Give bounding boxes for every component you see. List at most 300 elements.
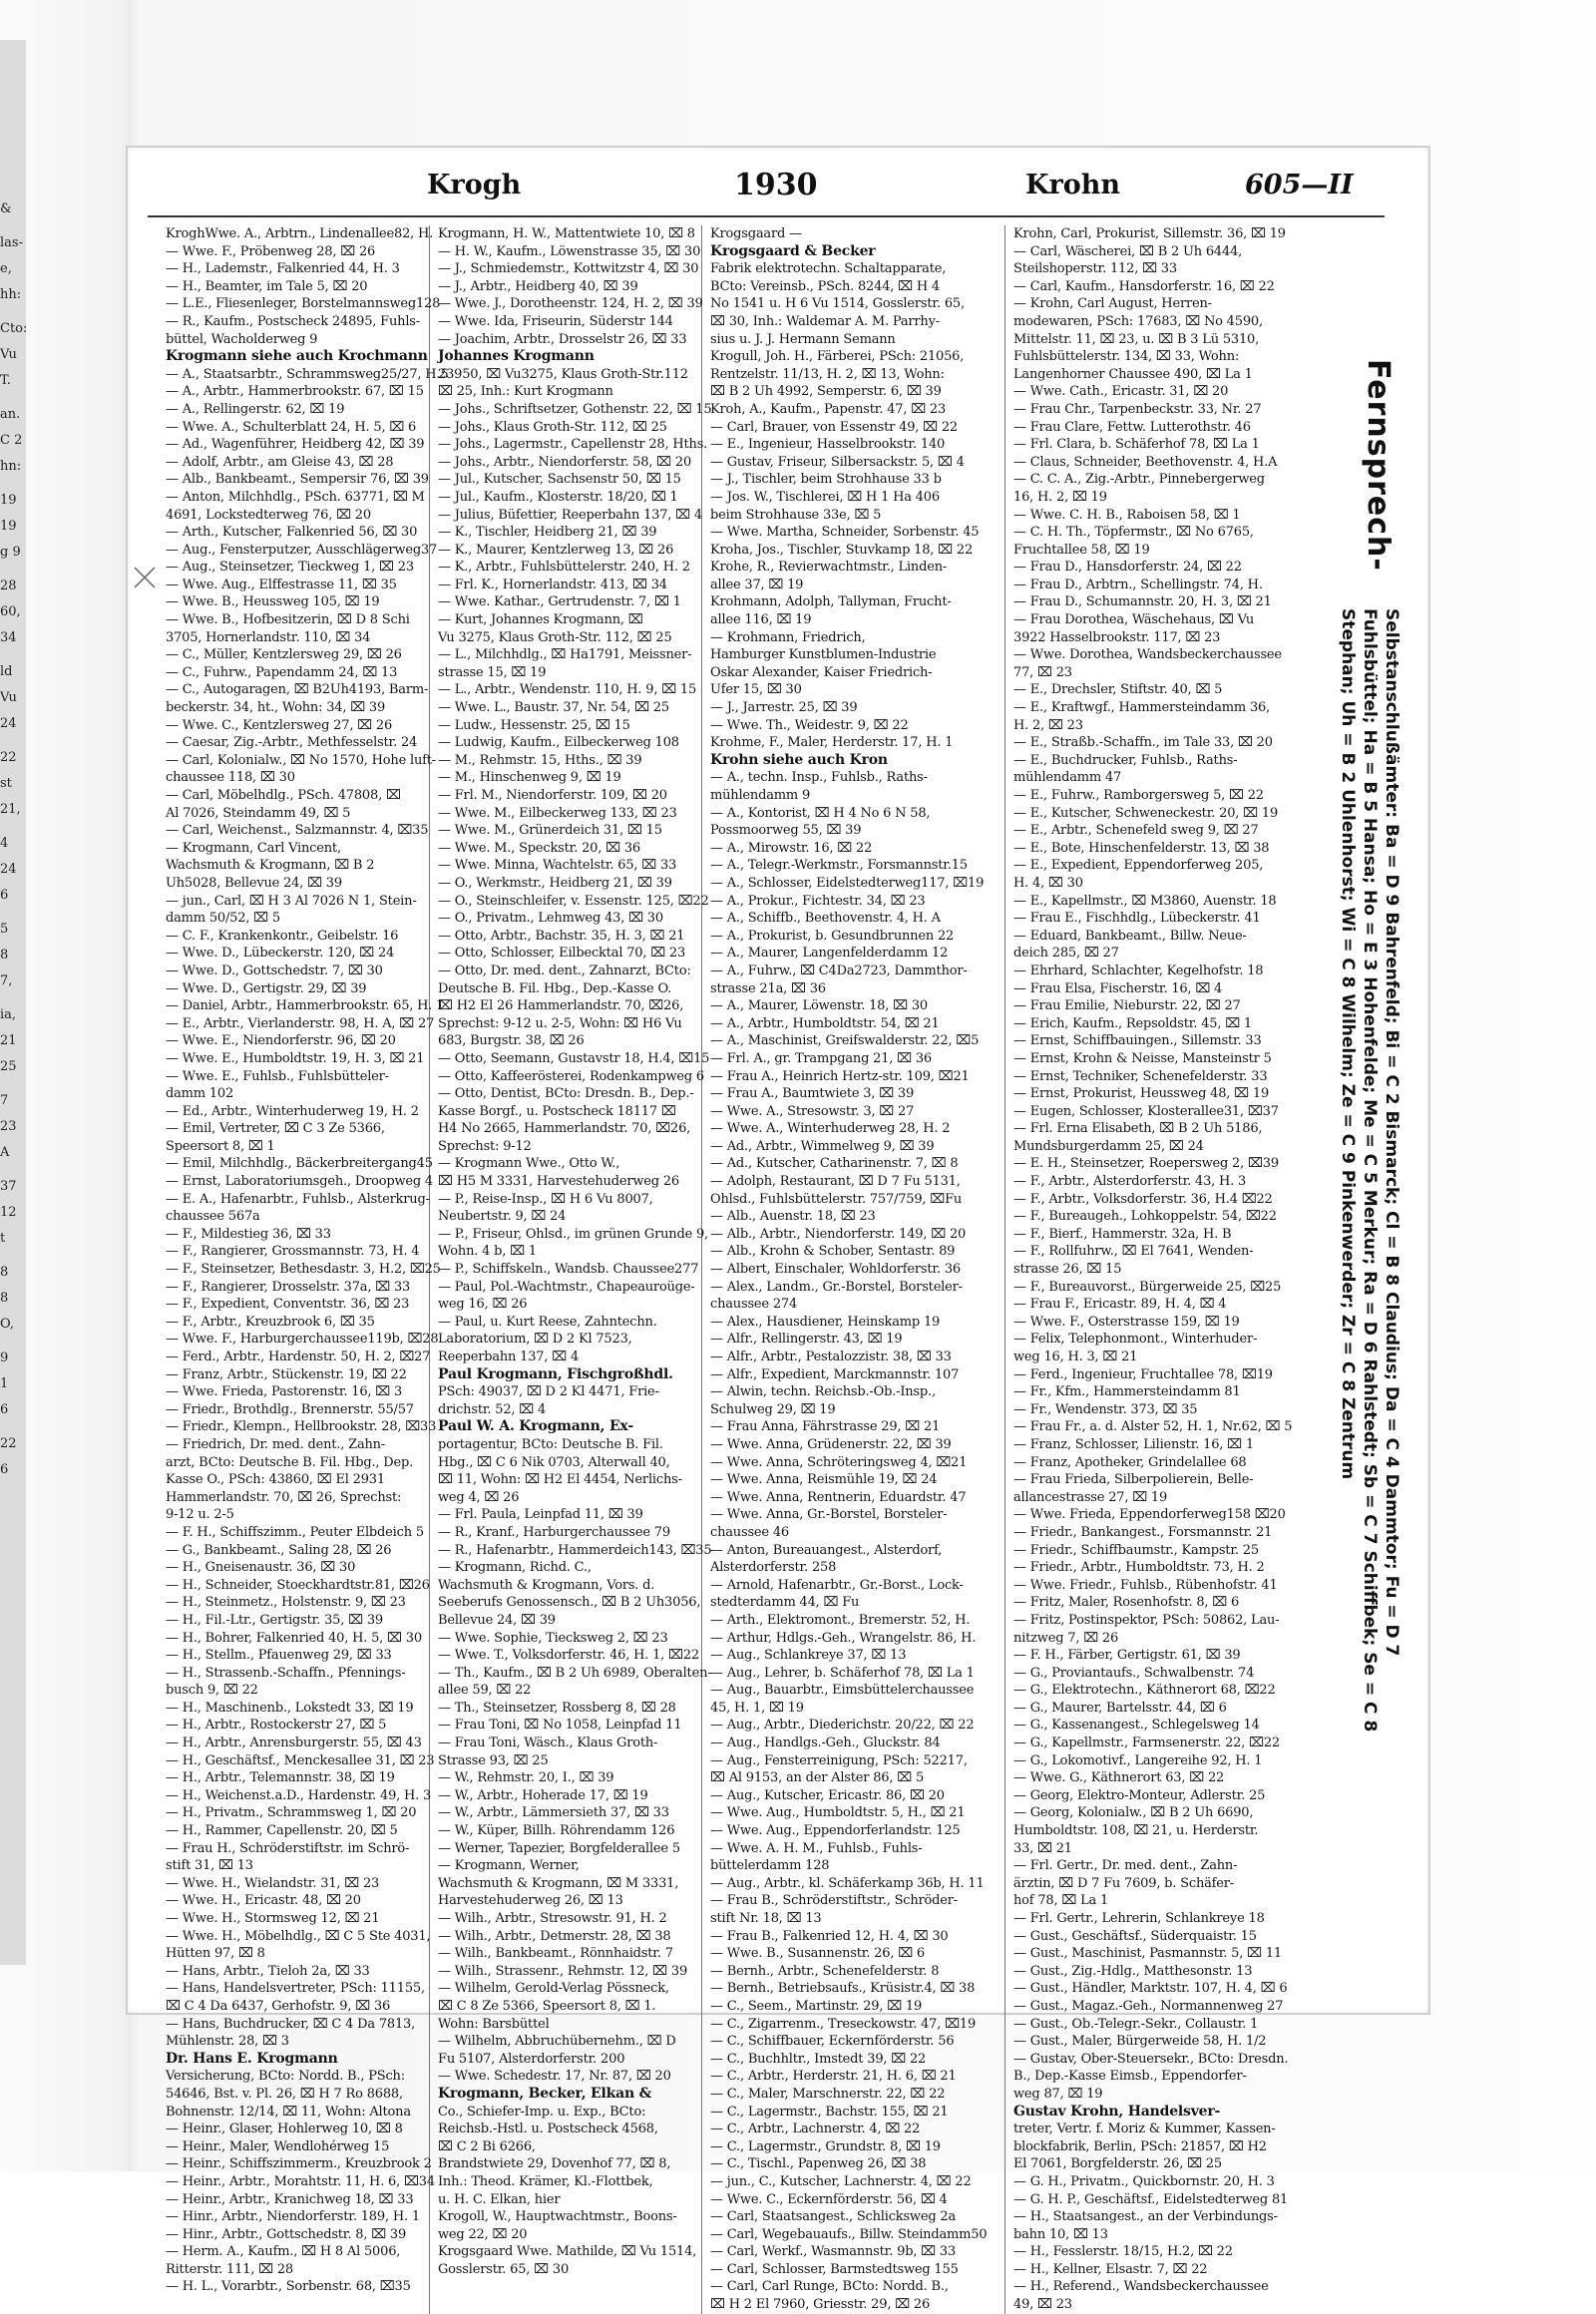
directory-entry: — Alfr., Arbtr., Pestalozzistr. 38, ⌧ 33 — [710, 1350, 952, 1364]
directory-entry: — E., Ingenieur, Hasselbrookstr. 140 — [710, 437, 946, 453]
directory-entry: Versicherung, BCto: Nordd. B., PSch: — [166, 2069, 405, 2085]
directory-entry: — A., Kontorist, ⌧ H 4 No 6 N 58, — [710, 805, 931, 821]
directory-entry: — H., Strassenb.-Schaffn., Pfennings- — [166, 1665, 406, 1681]
directory-entry: — Frau D., Schumannstr. 20, H. 3, ⌧ 21 — [1013, 594, 1272, 610]
directory-entry: — Frl. Clara, b. Schäferhof 78, ⌧ La 1 — [1013, 437, 1260, 453]
directory-entry: Wohn: Barsbüttel — [438, 2016, 550, 2032]
directory-entry: — Franz, Arbtr., Stückenstr. 19, ⌧ 22 — [166, 1366, 407, 1382]
directory-entry: — Frau Anna, Fährstrasse 29, ⌧ 21 — [710, 1419, 941, 1435]
directory-entry: — M., Hinschenweg 9, ⌧ 19 — [438, 770, 621, 786]
directory-entry: — A., Maurer, Löwenstr. 18, ⌧ 30 — [710, 998, 928, 1014]
directory-entry: — Wwe. Anna, Gr.-Borstel, Borsteler- — [710, 1507, 948, 1523]
directory-entry: — F., Steinsetzer, Bethesdastr. 3, H.2, ⌧25 — [166, 1262, 441, 1278]
directory-entry: — Bernh., Arbtr., Schenefelderstr. 8 — [710, 1963, 940, 1979]
directory-entry: — Hans, Arbtr., Tieloh 2a, ⌧ 33 — [166, 1963, 370, 1979]
directory-entry: blockfabrik, Berlin, PSch: 21857, ⌧ H2 — [1013, 2138, 1267, 2154]
directory-entry: Seeberufs Genossensch., ⌧ B 2 Uh3056, — [438, 1595, 701, 1611]
directory-entry: H. 2, ⌧ 23 — [1013, 717, 1083, 733]
directory-entry: — Eugen, Schlosser, Klosterallee31, ⌧37 — [1013, 1103, 1279, 1119]
directory-entry: — Alex., Hausdiener, Heinskamp 19 — [710, 1314, 941, 1330]
directory-entry: — Johs., Schriftsetzer, Gothenstr. 22, ⌧ 15 — [438, 401, 712, 417]
directory-entry: — A., Rellingerstr. 62, ⌧ 19 — [166, 401, 345, 417]
directory-entry: 33, ⌧ 21 — [1013, 1840, 1072, 1856]
directory-entry: — Aug., Arbtr., kl. Schäferkamp 36b, H. 11 — [710, 1875, 985, 1891]
directory-entry: — Ernst, Schiffbauingen., Sillemstr. 33 — [1013, 1033, 1262, 1049]
directory-entry: Steilshoperstr. 112, ⌧ 33 — [1013, 261, 1177, 277]
directory-entry: — Frau F., Ericastr. 89, H. 4, ⌧ 4 — [1013, 1297, 1227, 1313]
directory-entry: — G. H., Privatm., Quickbornstr. 20, H. 3 — [1013, 2173, 1275, 2189]
directory-entry: Fu 5107, Alsterdorferstr. 200 — [438, 2051, 625, 2067]
directory-entry: — Wwe. D., Gottschedstr. 7, ⌧ 30 — [166, 963, 383, 978]
directory-column-1 — [166, 225, 449, 2314]
adjacent-page-fragment: 24 — [0, 862, 17, 877]
directory-entry: — Wwe. C., Eckernförderstr. 56, ⌧ 4 — [710, 2191, 948, 2207]
directory-entry: — Wwe. H., Ericastr. 48, ⌧ 20 — [166, 1893, 361, 1909]
directory-entry: 54646, Bst. v. Pl. 26, ⌧ H 7 Ro 8688, — [166, 2086, 403, 2102]
directory-entry: — Carl, Kolonialw., ⌧ No 1570, Hohe luft- — [166, 752, 436, 768]
directory-entry: — H., Gneisenaustr. 36, ⌧ 30 — [166, 1560, 356, 1576]
directory-entry: — C., Arbtr., Lachnerstr. 4, ⌧ 22 — [710, 2121, 921, 2137]
directory-entry: — Aug., Arbtr., Diederichstr. 20/22, ⌧ 22 — [710, 1718, 975, 1734]
directory-entry: — Otto, Dr. med. dent., Zahnarzt, BCto: — [438, 963, 691, 978]
directory-entry: Alsterdorferstr. 258 — [710, 1560, 837, 1576]
directory-entry: — Wilh., Strassenr., Rehmstr. 12, ⌧ 39 — [438, 1963, 688, 1979]
directory-column-4 — [1013, 225, 1309, 2314]
directory-entry: — Wwe. Friedr., Fuhlsb., Rübenhofstr. 41 — [1013, 1577, 1278, 1593]
directory-entry: — Julius, Büfettier, Reeperbahn 137, ⌧ 4 — [438, 507, 702, 523]
directory-entry: — Adolf, Arbtr., am Gleise 43, ⌧ 28 — [166, 454, 394, 470]
directory-entry: damm 102 — [166, 1086, 234, 1102]
directory-entry: — Fritz, Maler, Rosenhofstr. 8, ⌧ 6 — [1013, 1595, 1240, 1611]
directory-entry: — Wilhelm, Gerold-Verlag Pössneck, — [438, 1981, 669, 1997]
directory-entry: beim Strohhause 33e, ⌧ 5 — [710, 507, 882, 523]
directory-entry: — P., Friseur, Ohlsd., im grünen Grunde 9, — [438, 1226, 708, 1242]
directory-entry: — G., Kapellmstr., Farmsenerstr. 22, ⌧22 — [1013, 1736, 1280, 1751]
directory-entry: Strasse 93, ⌧ 25 — [438, 1752, 549, 1768]
directory-entry: — Krohn, Carl August, Herren- — [1013, 296, 1212, 312]
directory-entry: Deutsche B. Fil. Hbg., Dep.-Kasse O. — [438, 980, 672, 996]
directory-entry: — Aug., Bauarbtr., Eimsbüttelerchaussee — [710, 1683, 975, 1699]
directory-entry: — G., Lokomotivf., Langereihe 92, H. 1 — [1013, 1752, 1263, 1768]
directory-entry: — A., Schlosser, Eidelstedterweg117, ⌧19 — [710, 875, 985, 891]
directory-entry: — Aug., Schlankreye 37, ⌧ 13 — [710, 1648, 907, 1664]
directory-entry: mühlendamm 47 — [1013, 770, 1122, 786]
directory-entry: 3922 Hasselbrookstr. 117, ⌧ 23 — [1013, 629, 1221, 645]
adjacent-page-fragment: 9 — [0, 1350, 9, 1365]
directory-entry: Oskar Alexander, Kaiser Friedrich- — [710, 664, 933, 680]
adjacent-page-fragment: Vu — [0, 690, 17, 705]
directory-entry: Krogsgaard — — [710, 226, 802, 241]
directory-entry: beckerstr. 34, ht., Wohn: 34, ⌧ 39 — [166, 700, 386, 716]
directory-entry: — Th., Steinsetzer, Rossberg 8, ⌧ 28 — [438, 1700, 676, 1716]
directory-entry: Reeperbahn 137, ⌧ 4 — [438, 1350, 580, 1364]
directory-entry: — Gust., Ob.-Telegr.-Sekr., Collaustr. 1 — [1013, 2016, 1259, 2032]
directory-entry: Krohn, Carl, Prokurist, Sillemstr. 36, ⌧ 19 — [1013, 226, 1286, 241]
directory-entry: — H., Weichenst.a.D., Hardenstr. 49, H. 3 — [166, 1787, 432, 1803]
adjacent-page-fragment: 25 — [0, 1059, 17, 1074]
directory-entry: — K., Maurer, Kentzlerweg 13, ⌧ 26 — [438, 542, 674, 558]
directory-entry: — Otto, Dentist, BCto: Dresdn. B., Dep.- — [438, 1086, 694, 1102]
directory-entry: — Frau Frieda, Silberpolierein, Belle- — [1013, 1472, 1254, 1488]
adjacent-page-fragment: Vu — [0, 347, 17, 362]
directory-entry: allee 116, ⌧ 19 — [710, 612, 812, 628]
directory-entry: — Carl, Wegebauaufs., Billw. Steindamm50 — [710, 2226, 988, 2242]
directory-entry: — Wwe. E., Niendorferstr. 96, ⌧ 20 — [166, 1033, 396, 1049]
directory-entry: Mühlenstr. 28, ⌧ 3 — [166, 2034, 289, 2050]
directory-entry: weg 22, ⌧ 20 — [438, 2226, 528, 2242]
directory-entry: — Georg, Elektro-Monteur, Adlerstr. 25 — [1013, 1787, 1266, 1803]
directory-entry: Vu 3275, Klaus Groth-Str. 112, ⌧ 25 — [438, 629, 672, 645]
directory-entry: Krohe, R., Revierwachtmstr., Linden- — [710, 560, 948, 576]
directory-page — [126, 146, 1430, 2313]
directory-entry: H4 No 2665, Hammerlandstr. 70, ⌧26, — [438, 1121, 691, 1137]
directory-entry: — C., Tischl., Papenweg 26, ⌧ 38 — [710, 2156, 927, 2172]
directory-entry: — Ehrhard, Schlachter, Kegelhofstr. 18 — [1013, 963, 1264, 978]
directory-entry: — G., Proviantaufs., Schwalbenstr. 74 — [1013, 1665, 1255, 1681]
directory-entry: — Th., Kaufm., ⌧ B 2 Uh 6989, Oberalten- — [438, 1665, 712, 1681]
directory-entry: Krogull, Joh. H., Färberei, PSch: 21056, — [710, 349, 965, 365]
directory-entry: — Wwe. Schedestr. 17, Nr. 87, ⌧ 20 — [438, 2069, 671, 2085]
directory-entry: — P., Reise-Insp., ⌧ H 6 Vu 8007, — [438, 1191, 653, 1207]
directory-entry: Ufer 15, ⌧ 30 — [710, 682, 802, 698]
directory-entry: Dr. Hans E. Krogmann — [166, 2050, 338, 2067]
directory-entry: — Frl. Gertr., Lehrerin, Schlankreye 18 — [1013, 1911, 1265, 1926]
directory-entry: Kroha, Jos., Tischler, Stuvkamp 18, ⌧ 22 — [710, 542, 974, 558]
directory-entry: allee 37, ⌧ 19 — [710, 577, 804, 592]
directory-entry: — C., Lagermstr., Bachstr. 155, ⌧ 21 — [710, 2104, 949, 2120]
directory-entry: ⌧ 25, Inh.: Kurt Krogmann — [438, 384, 613, 400]
directory-entry: busch 9, ⌧ 22 — [166, 1683, 258, 1699]
directory-entry: — Friedr., Brothdlg., Brennerstr. 55/57 — [166, 1401, 414, 1417]
directory-entry: — Wwe. L., Baustr. 37, Nr. 54, ⌧ 25 — [438, 700, 669, 716]
directory-entry: — Ludwig, Kaufm., Eilbeckerweg 108 — [438, 735, 679, 751]
directory-entry: — Wwe. Aug., Elffestrasse 11, ⌧ 35 — [166, 577, 397, 592]
directory-entry: — Krogmann, Richd. C., — [438, 1560, 592, 1576]
directory-entry: Speersort 8, ⌧ 1 — [166, 1138, 275, 1154]
directory-entry: — Carl, Wäscherei, ⌧ B 2 Uh 6444, — [1013, 243, 1243, 259]
directory-entry: — Wwe. M., Speckstr. 20, ⌧ 36 — [438, 840, 640, 856]
adjacent-page-fragment: 28 — [0, 578, 17, 593]
directory-entry: — Ernst, Prokurist, Heussweg 48, ⌧ 19 — [1013, 1086, 1270, 1102]
directory-entry: Krohn siehe auch Kron — [710, 751, 888, 768]
header-year: 1930 — [734, 168, 818, 202]
directory-entry: — Wwe. C. H. B., Raboisen 58, ⌧ 1 — [1013, 507, 1241, 523]
directory-entry: — Aug., Fensterreinigung, PSch: 52217, — [710, 1752, 968, 1768]
directory-entry: — Wilh., Bankbeamt., Rönnhaidstr. 7 — [438, 1946, 673, 1962]
adjacent-page-fragment: 6 — [0, 1402, 9, 1417]
directory-entry: — Friedr., Arbtr., Humboldtstr. 73, H. 2 — [1013, 1560, 1265, 1576]
directory-entry: — Ad., Arbtr., Wimmelweg 9, ⌧ 39 — [710, 1138, 935, 1154]
directory-entry: KroghWwe. A., Arbtrn., Lindenallee82, H. — [166, 226, 434, 241]
adjacent-page-fragments — [0, 199, 28, 1486]
directory-entry: — P., Schiffskeln., Wandsb. Chaussee277 — [438, 1262, 699, 1278]
adjacent-page-fragment: las- — [0, 235, 23, 250]
directory-entry: — Frau Emilie, Nieburstr. 22, ⌧ 27 — [1013, 998, 1241, 1014]
directory-entry: — R., Hafenarbtr., Hammerdeich143, ⌧35 — [438, 1542, 712, 1558]
directory-entry: stedterdamm 44, ⌧ Fu — [710, 1595, 860, 1611]
directory-entry: Bohnenstr. 12/14, ⌧ 11, Wohn: Altona — [166, 2104, 411, 2120]
directory-entry: — Ludw., Hessenstr. 25, ⌧ 15 — [438, 717, 630, 733]
adjacent-page-fragment: 22 — [0, 750, 17, 765]
directory-entry: Gosslerstr. 65, ⌧ 30 — [438, 2261, 570, 2277]
directory-entry: Gustav Krohn, Handelsver- — [1013, 2103, 1221, 2120]
adjacent-page-fragment: 5 — [0, 922, 9, 937]
adjacent-page-fragment: g 9 — [0, 545, 21, 560]
directory-column-2 — [438, 225, 712, 2314]
adjacent-page-fragment: & — [0, 201, 12, 216]
pen-cross-mark — [132, 565, 158, 590]
directory-entry: — J., Jarrestr. 25, ⌧ 39 — [710, 700, 858, 716]
directory-entry: Schulweg 29, ⌧ 19 — [710, 1401, 836, 1417]
directory-entry: — Johs., Lagermstr., Capellenstr 28, Hths. — [438, 437, 708, 453]
directory-entry: stift 31, ⌧ 13 — [166, 1858, 253, 1874]
directory-entry: ⌧ C 2 Bi 6266, — [438, 2138, 536, 2154]
directory-entry: 4691, Lockstedterweg 76, ⌧ 20 — [166, 507, 371, 523]
directory-entry: Krogmann, Becker, Elkan & — [438, 2085, 652, 2102]
directory-entry: — Carl, Carl Runge, BCto: Nordd. B., — [710, 2279, 949, 2295]
directory-entry: — H., Stellm., Pfauenweg 29, ⌧ 33 — [166, 1648, 392, 1664]
directory-entry: — Arthur, Hdlgs.-Geh., Wrangelstr. 86, H. — [710, 1630, 977, 1646]
adjacent-page-fragment: 19 — [0, 519, 17, 534]
directory-entry: — Carl, Staatsangest., Schlicksweg 2a — [710, 2209, 957, 2225]
directory-entry: — Gust., Geschäftsf., Süderquaistr. 15 — [1013, 1928, 1257, 1944]
directory-entry: — Franz, Apotheker, Grindelallee 68 — [1013, 1454, 1247, 1470]
directory-entry: — Bernh., Betriebsaufs., Krüsistr.4, ⌧ 38 — [710, 1981, 976, 1997]
directory-entry: 49, ⌧ 23 — [1013, 2297, 1072, 2313]
directory-entry: — Aug., Handlgs.-Geh., Gluckstr. 84 — [710, 1736, 941, 1751]
directory-entry: — Jos. W., Tischlerei, ⌧ H 1 Ha 406 — [710, 489, 940, 505]
directory-entry: ⌧ H5 M 3331, Harvestehuderweg 26 — [438, 1174, 679, 1190]
directory-entry: — E., Straßb.-Schaffn., im Tale 33, ⌧ 20 — [1013, 735, 1273, 751]
directory-entry: — C., Lagermstr., Grundstr. 8, ⌧ 19 — [710, 2138, 941, 2154]
directory-entry: — Fr., Kfm., Hammersteindamm 81 — [1013, 1384, 1241, 1400]
directory-entry: arzt, BCto: Deutsche B. Fil. Hbg., Dep. — [166, 1454, 414, 1470]
directory-entry: — H., Steinmetz., Holstenstr. 9, ⌧ 23 — [166, 1595, 406, 1611]
directory-entry: — E., Kapellmstr., ⌧ M3860, Auenstr. 18 — [1013, 893, 1277, 909]
directory-entry: — H., Fesslerstr. 18/15, H.2, ⌧ 22 — [1013, 2244, 1233, 2260]
directory-entry: — A., Schiffb., Beethovenstr. 4, H. A — [710, 911, 941, 927]
directory-entry: portagentur, BCto: Deutsche B. Fil. — [438, 1436, 663, 1452]
directory-entry: — Wwe. F., Osterstrasse 159, ⌧ 19 — [1013, 1314, 1240, 1330]
directory-entry: — Otto, Seemann, Gustavstr 18, H.4, ⌧15 — [438, 1050, 710, 1066]
adjacent-page-fragment: an. — [0, 407, 21, 422]
directory-entry: — E., Expedient, Eppendorferweg 205, — [1013, 858, 1264, 874]
directory-entry: Ritterstr. 111, ⌧ 28 — [166, 2261, 293, 2277]
directory-entry: — Wwe. D., Gertigstr. 29, ⌧ 39 — [166, 980, 367, 996]
directory-entry: — J., Schmiedemstr., Kottwitzstr 4, ⌧ 30 — [438, 261, 699, 277]
directory-entry: — Wwe. B., Heussweg 105, ⌧ 19 — [166, 594, 380, 610]
directory-entry: — A., Telegr.-Werkmstr., Forsmannstr.15 — [710, 858, 968, 874]
directory-entry: — E., Kutscher, Schweneckestr. 20, ⌧ 19 — [1013, 805, 1279, 821]
page-header — [128, 170, 1428, 209]
directory-entry: — Krohmann, Friedrich, — [710, 629, 866, 645]
directory-entry: — Alb., Bankbeamt., Sempersir 76, ⌧ 39 — [166, 472, 429, 488]
directory-entry: 683, Burgstr. 38, ⌧ 26 — [438, 1033, 585, 1049]
directory-entry: — Frau Toni, Wäsch., Klaus Groth- — [438, 1736, 658, 1751]
directory-entry: weg 16, H. 3, ⌧ 21 — [1013, 1350, 1138, 1364]
directory-entry: Kasse Borgf., u. Postscheck 18117 ⌧ — [438, 1103, 676, 1119]
directory-entry: — Krogmann, Werner, — [438, 1858, 580, 1874]
directory-entry: — F., Arbtr., Kreuzbrook 6, ⌧ 35 — [166, 1314, 375, 1330]
directory-entry: — Johs., Klaus Groth-Str. 112, ⌧ 25 — [438, 419, 667, 435]
directory-entry: — E., Arbtr., Vierlanderstr. 98, H. A, ⌧ 27 — [166, 1015, 435, 1031]
directory-entry: — Wwe. Aug., Eppendorferlandstr. 125 — [710, 1823, 961, 1839]
adjacent-page-fragment: 1 — [0, 1376, 9, 1391]
adjacent-page-fragment: hh: — [0, 287, 22, 302]
directory-entry: — Wwe. Anna, Reismühle 19, ⌧ 24 — [710, 1472, 938, 1488]
directory-entry: chaussee 567a — [166, 1209, 260, 1225]
directory-entry: — K., Tischler, Heidberg 21, ⌧ 39 — [438, 525, 657, 541]
directory-entry: — Wwe. A. H. M., Fuhlsb., Fuhls- — [710, 1840, 923, 1856]
directory-entry: Hammerlandstr. 70, ⌧ 26, Sprechst: — [166, 1489, 402, 1505]
directory-entry: — C., Fuhrw., Papendamm 24, ⌧ 13 — [166, 664, 398, 680]
adjacent-page-fragment: 6 — [0, 1462, 9, 1477]
directory-entry: — O., Werkmstr., Heidberg 21, ⌧ 39 — [438, 875, 672, 891]
directory-entry: — R., Kaufm., Postscheck 24895, Fuhls- — [166, 313, 420, 329]
directory-entry: — Carl, Kaufm., Hansdorferstr. 16, ⌧ 22 — [1013, 278, 1275, 294]
directory-entry: weg 16, ⌧ 26 — [438, 1297, 528, 1313]
directory-entry: — Frl. A., gr. Trampgang 21, ⌧ 36 — [710, 1050, 932, 1066]
directory-entry: u. H. C. Elkan, hier — [438, 2191, 561, 2207]
directory-entry: — F., Rangierer, Grossmannstr. 73, H. 4 — [166, 1244, 420, 1260]
directory-entry: — Gustav, Ober-Steuersekr., BCto: Dresdn. — [1013, 2051, 1289, 2067]
directory-entry: — Otto, Kaffeerösterei, Rodenkampweg 6 — [438, 1068, 704, 1084]
directory-entry: — K., Arbtr., Fuhlsbüttelerstr. 240, H. 2 — [438, 560, 690, 576]
directory-entry: — Alwin, techn. Reichsb.-Ob.-Insp., — [710, 1384, 936, 1400]
directory-entry: modewaren, PSch: 17683, ⌧ No 4590, — [1013, 313, 1263, 329]
directory-entry: — Eduard, Bankbeamt., Billw. Neue- — [1013, 928, 1247, 944]
directory-entry: Al 7026, Steindamm 49, ⌧ 5 — [166, 805, 351, 821]
directory-entry: — Wwe. Anna, Grüdenerstr. 22, ⌧ 39 — [710, 1436, 952, 1452]
directory-column-3 — [710, 225, 1005, 2314]
directory-entry: — F., Expedient, Conventstr. 36, ⌧ 23 — [166, 1297, 410, 1313]
directory-entry: 3705, Hornerlandstr. 110, ⌧ 34 — [166, 629, 371, 645]
directory-entry: — Wwe. B., Susannenstr. 26, ⌧ 6 — [710, 1946, 925, 1962]
directory-entry: — Frl. M., Niendorferstr. 109, ⌧ 20 — [438, 788, 667, 803]
directory-entry: Krogmann, H. W., Mattentwiete 10, ⌧ 8 — [438, 226, 695, 241]
adjacent-page-fragment: 24 — [0, 716, 17, 731]
directory-entry: damm 50/52, ⌧ 5 — [166, 911, 280, 927]
directory-entry: ⌧ C 8 Ze 5366, Speersort 8, ⌧ 1. — [438, 1998, 656, 2014]
directory-entry: — jun., Carl, ⌧ H 3 Al 7026 N 1, Stein- — [166, 893, 417, 909]
directory-entry: — Arth., Kutscher, Falkenried 56, ⌧ 30 — [166, 525, 418, 541]
directory-entry: — Heinr., Arbtr., Kranichweg 18, ⌧ 33 — [166, 2191, 414, 2207]
directory-entry: sius u. J. J. Hermann Semann — [710, 331, 896, 347]
directory-entry: — Otto, Schlosser, Eilbecktal 70, ⌧ 23 — [438, 946, 686, 962]
directory-entry: — Kurt, Johannes Krogmann, ⌧ — [438, 612, 643, 628]
directory-entry: — G., Maurer, Bartelsstr. 44, ⌧ 6 — [1013, 1700, 1227, 1716]
directory-entry: — Gust., Maler, Bürgerweide 58, H. 1/2 — [1013, 2034, 1267, 2050]
directory-entry: — Wwe. H., Wielandstr. 31, ⌧ 23 — [166, 1875, 380, 1891]
directory-entry: — Ferd., Arbtr., Hardenstr. 50, H. 2, ⌧27 — [166, 1350, 431, 1364]
directory-entry: — Frau B., Falkenried 12, H. 4, ⌧ 30 — [710, 1928, 949, 1944]
directory-entry: allancestrasse 27, ⌧ 19 — [1013, 1489, 1168, 1505]
directory-entry: — F., Mildestieg 36, ⌧ 33 — [166, 1226, 331, 1242]
directory-entry: strasse 15, ⌧ 19 — [438, 664, 547, 680]
adjacent-page-fragment: 4 — [0, 836, 9, 851]
directory-entry: — L., Arbtr., Wendenstr. 110, H. 9, ⌧ 15 — [438, 682, 697, 698]
directory-entry: PSch: 49037, ⌧ D 2 Kl 4471, Frie- — [438, 1384, 659, 1400]
directory-entry: Langenhorner Chaussee 490, ⌧ La 1 — [1013, 366, 1253, 382]
directory-entry: — C., Schiffbauer, Eckernförderstr. 56 — [710, 2034, 955, 2050]
directory-entry: — H., Referend., Wandsbeckerchaussee — [1013, 2279, 1269, 2295]
directory-entry: — C., Zigarrenm., Treseckowstr. 47, ⌧19 — [710, 2016, 977, 2032]
directory-entry: — F., Rangierer, Drosselstr. 37a, ⌧ 33 — [166, 1279, 411, 1295]
directory-entry: — Friedr., Klempn., Hellbrookstr. 28, ⌧33 — [166, 1419, 437, 1435]
directory-entry: — H., Rammer, Capellenstr. 20, ⌧ 5 — [166, 1823, 398, 1839]
directory-entry: — Wwe. H., Stormsweg 12, ⌧ 21 — [166, 1911, 380, 1926]
directory-entry: — H., Arbtr., Rostockerstr 27, ⌧ 5 — [166, 1718, 387, 1734]
directory-entry: — Wwe. Anna, Schröteringsweg 4, ⌧21 — [710, 1454, 968, 1470]
directory-entry: — Ad., Kutscher, Catharinenstr. 7, ⌧ 8 — [710, 1156, 959, 1172]
directory-entry: — Wwe. B., Hofbesitzerin, ⌧ D 8 Schi — [166, 612, 410, 628]
directory-entry: BCto: Vereinsb., PSch. 8244, ⌧ H 4 — [710, 278, 940, 294]
directory-entry: — Heinr., Schiffszimmerm., Kreuzbrook 2 — [166, 2156, 432, 2172]
directory-entry: — Fr., Wendenstr. 373, ⌧ 35 — [1013, 1401, 1198, 1417]
directory-entry: — Wilhelm, Abbruchübernehm., ⌧ D — [438, 2034, 676, 2050]
directory-entry: — C. F., Krankenkontr., Geibelstr. 16 — [166, 928, 399, 944]
directory-entry: — C. H. Th., Töpfermstr., ⌧ No 6765, — [1013, 525, 1254, 541]
directory-entry: — F. H., Schiffszimm., Peuter Elbdeich 5 — [166, 1524, 424, 1540]
directory-entry: — H., Staatsangest., an der Verbindungs- — [1013, 2209, 1278, 2225]
directory-entry: — Frau Dorothea, Wäschehaus, ⌧ Vu — [1013, 612, 1255, 628]
directory-entry: Co., Schiefer-Imp. u. Exp., BCto: — [438, 2104, 646, 2120]
directory-entry: Johannes Krogmann — [438, 348, 595, 365]
directory-entry: ⌧ H 2 El 7960, Griesstr. 29, ⌧ 26 — [710, 2297, 931, 2313]
directory-entry: ⌧ 30, Inh.: Waldemar A. M. Parrhy- — [710, 313, 940, 329]
directory-entry: — A., Prokur., Fichtestr. 34, ⌧ 23 — [710, 893, 926, 909]
directory-entry: — E., Kraftwgf., Hammersteindamm 36, — [1013, 700, 1271, 716]
directory-entry: Sprechst: 9-12 u. 2-5, Wohn: ⌧ H6 Vu — [438, 1015, 682, 1031]
directory-entry: — Frau Chr., Tarpenbeckstr. 33, Nr. 27 — [1013, 401, 1262, 417]
directory-entry: — Krogmann, Carl Vincent, — [166, 840, 341, 856]
directory-entry: — Claus, Schneider, Beethovenstr. 4, H.A — [1013, 454, 1278, 470]
directory-entry: — J., Tischler, beim Strohhause 33 b — [710, 472, 942, 488]
directory-entry: — W., Rehmstr. 20, I., ⌧ 39 — [438, 1770, 614, 1786]
directory-entry: — Franz, Schlosser, Lilienstr. 16, ⌧ 1 — [1013, 1436, 1254, 1452]
directory-entry: — Ed., Arbtr., Winterhuderweg 19, H. 2 — [166, 1103, 419, 1119]
directory-entry: — F. H., Färber, Gertigstr. 61, ⌧ 39 — [1013, 1648, 1241, 1664]
directory-entry: — Wwe. A., Schulterblatt 24, H. 5, ⌧ 6 — [166, 419, 417, 435]
directory-entry: — F., Bureaugeh., Lohkoppelstr. 54, ⌧22 — [1013, 1209, 1277, 1225]
directory-entry: — H., Bohrer, Falkenried 40, H. 5, ⌧ 30 — [166, 1630, 422, 1646]
directory-entry: — Paul, u. Kurt Reese, Zahntechn. — [438, 1314, 657, 1330]
directory-entry: — H., Lademstr., Falkenried 44, H. 3 — [166, 261, 400, 277]
directory-entry: — Gust., Händler, Marktstr. 107, H. 4, ⌧ 6 — [1013, 1981, 1288, 1997]
directory-entry: — Wwe. Th., Weidestr. 9, ⌧ 22 — [710, 717, 909, 733]
directory-entry: Wachsmuth & Krogmann, ⌧ B 2 — [166, 858, 375, 874]
header-last-name: Krohn — [1025, 170, 1120, 200]
directory-entry: nitzweg 7, ⌧ 26 — [1013, 1630, 1119, 1646]
directory-entry: — Wwe. M., Eilbeckerweg 133, ⌧ 23 — [438, 805, 677, 821]
directory-entry: — Aug., Kutscher, Ericastr. 86, ⌧ 20 — [710, 1787, 945, 1803]
directory-entry: — Jul., Kutscher, Sachsenstr 50, ⌧ 15 — [438, 472, 681, 488]
directory-entry: ⌧ Al 9153, an der Alster 86, ⌧ 5 — [710, 1770, 925, 1786]
directory-entry: Bellevue 24, ⌧ 39 — [438, 1612, 556, 1628]
directory-entry: strasse 26, ⌧ 15 — [1013, 1262, 1122, 1278]
directory-entry: — A., Maurer, Langenfelderdamm 12 — [710, 946, 949, 962]
directory-entry: Fruchtallee 58, ⌧ 19 — [1013, 542, 1150, 558]
directory-entry: hof 78, ⌧ La 1 — [1013, 1893, 1109, 1909]
directory-entry: — A., Mirowstr. 16, ⌧ 22 — [710, 840, 873, 856]
directory-entry: — Wwe. T., Volksdorferstr. 46, H. 1, ⌧22 — [438, 1648, 699, 1664]
directory-entry: — Heinr., Glaser, Hohlerweg 10, ⌧ 8 — [166, 2121, 403, 2137]
directory-entry: — Wwe. D., Lübeckerstr. 120, ⌧ 24 — [166, 946, 395, 962]
directory-entry: B., Dep.-Kasse Eimsb., Eppendorfer- — [1013, 2069, 1247, 2085]
directory-entry: — A., techn. Insp., Fuhlsb., Raths- — [710, 770, 928, 786]
directory-entry: Wohn. 4 b, ⌧ 1 — [438, 1244, 537, 1260]
directory-entry: — A., Prokurist, b. Gesundbrunnen 22 — [710, 928, 955, 944]
